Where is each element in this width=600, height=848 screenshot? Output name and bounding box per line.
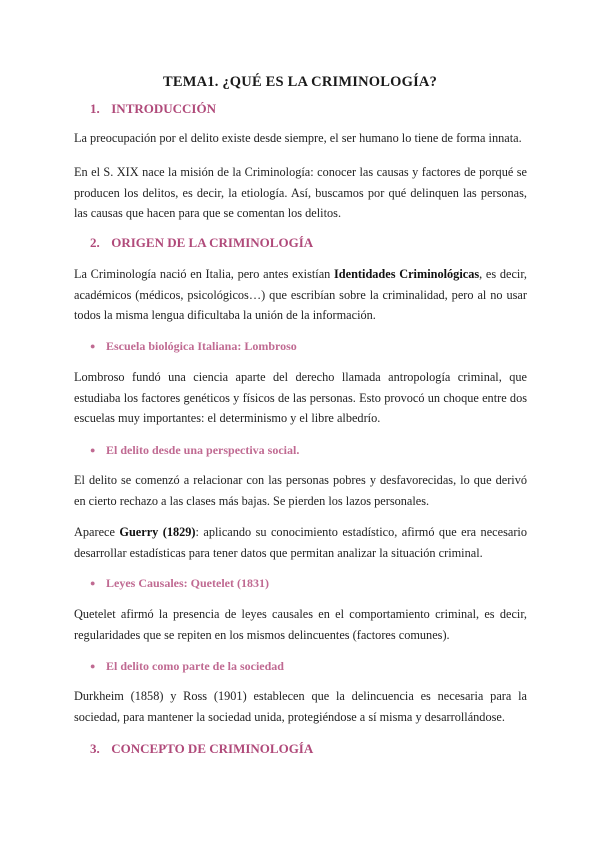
bullet-dot-icon: ● xyxy=(90,341,96,351)
paragraph-text: Aparece xyxy=(74,525,120,539)
bullet-dot-icon: ● xyxy=(90,445,96,455)
bullet-heading-lombroso xyxy=(90,339,297,354)
section-heading-origen xyxy=(90,235,313,251)
bold-term: Identidades Criminológicas xyxy=(334,267,480,281)
paragraph-quetelet: Quetelet afirmó la presencia de leyes causales en el comportamiento criminal, es decir, regularidades que se repiten en los mismos delincuentes (factores comunes). xyxy=(74,607,527,642)
bullet-dot-icon: ● xyxy=(90,661,96,671)
paragraph-lombroso: Lombroso fundó una ciencia aparte del derecho llamada antropología criminal, que estudiaba los factores genéticos y físicos de las personas. Esto provocó un choque entre dos escuelas muy importantes: el determinismo y el libre albedrío. xyxy=(74,370,527,425)
paragraph-text: , es decir, académicos (médicos, psicológicos…) que escribían sobre la criminalidad, pero al no usar todos la misma lengua dificultaba la unión de la información. xyxy=(74,267,527,322)
paragraph-durkheim: Durkheim (1858) y Ross (1901) establecen que la delincuencia es necesaria para la sociedad, para mantener la sociedad unida, protegiéndose a sí misma y desarrollándose. xyxy=(74,689,527,724)
bullet-heading-perspectiva-social xyxy=(90,443,299,458)
section-heading-introduccion xyxy=(90,101,216,117)
paragraph-text: : aplicando su conocimiento estadístico, afirmó que era necesario desarrollar estadísticas para tener datos que permitan analizar la situación criminal. xyxy=(74,525,527,560)
bold-term: Guerry (1829) xyxy=(119,525,196,539)
bullet-heading-sociedad xyxy=(90,659,284,674)
bullet-text: El delito desde una perspectiva social. xyxy=(106,443,300,457)
paragraph-text: La Criminología nació en Italia, pero antes existían xyxy=(74,267,335,281)
paragraph-perspectiva-social: El delito se comenzó a relacionar con las personas pobres y desfavorecidas, lo que derivó en cierto rechazo a las clases más bajas. Se pierden los lazos personales. xyxy=(74,473,527,508)
section-number: 2. xyxy=(90,235,100,250)
paragraph-origen xyxy=(74,264,527,326)
bullet-dot-icon: ● xyxy=(90,578,96,588)
section-title: INTRODUCCIÓN xyxy=(111,101,216,116)
bullet-text: Escuela biológica Italiana: Lombroso xyxy=(106,339,297,353)
section-title: ORIGEN DE LA CRIMINOLOGÍA xyxy=(111,235,314,250)
paragraph-intro-2: En el S. XIX nace la misión de la Criminología: conocer las causas y factores de porqué se producen los delitos, es decir, la etiología. Así, buscamos por qué delinquen las personas, las causas que hacen para que se comentan los delitos. xyxy=(74,165,527,220)
bullet-heading-quetelet xyxy=(90,576,269,591)
paragraph-intro-1: La preocupación por el delito existe desde siempre, el ser humano lo tiene de forma innata. xyxy=(74,131,522,145)
bullet-text: Leyes Causales: Quetelet (1831) xyxy=(106,576,269,590)
document-title: TEMA1. ¿QUÉ ES LA CRIMINOLOGÍA? xyxy=(162,74,438,90)
section-number: 1. xyxy=(90,101,100,116)
section-heading-concepto xyxy=(90,741,313,757)
paragraph-guerry xyxy=(74,522,527,563)
section-number: 3. xyxy=(90,741,100,756)
bullet-text: El delito como parte de la sociedad xyxy=(106,659,284,673)
section-title: CONCEPTO DE CRIMINOLOGÍA xyxy=(111,741,314,756)
